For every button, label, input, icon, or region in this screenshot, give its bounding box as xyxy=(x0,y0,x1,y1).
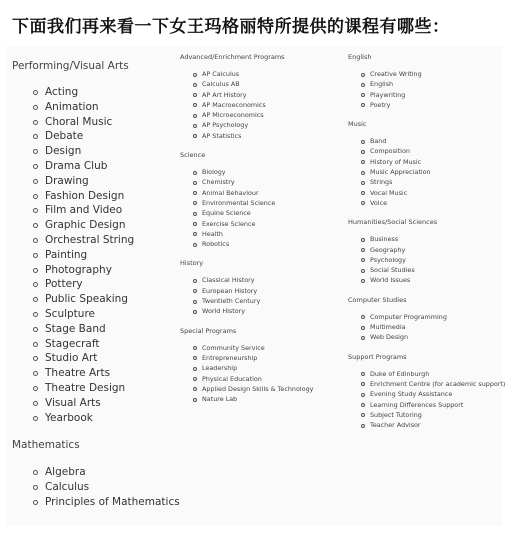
course-item: Web Design xyxy=(370,332,502,342)
course-item: Choral Music xyxy=(45,115,174,130)
course-item: Teacher Advisor xyxy=(370,420,502,430)
course-item: Geography xyxy=(370,245,502,255)
course-item: Photography xyxy=(45,263,174,278)
course-list xyxy=(174,343,342,405)
course-item: Painting xyxy=(45,248,174,263)
section-title: Science xyxy=(180,151,206,160)
course-item: Learning Differences Support xyxy=(370,400,502,410)
course-section xyxy=(342,352,506,431)
course-section xyxy=(174,53,342,141)
course-item: Nature Lab xyxy=(202,394,342,404)
course-item: Stage Band xyxy=(45,322,174,337)
course-section xyxy=(342,218,502,285)
course-item: Computer Programming xyxy=(370,312,502,322)
course-item: Stagecraft xyxy=(45,337,174,352)
course-item: Entrepreneurship xyxy=(202,353,342,363)
course-item: Yearbook xyxy=(45,411,174,426)
section-title: Special Programs xyxy=(180,326,237,335)
course-section xyxy=(174,151,342,249)
course-item: Health xyxy=(202,229,342,239)
course-item: Social Studies xyxy=(370,265,502,275)
course-list xyxy=(342,312,502,343)
course-list xyxy=(174,275,342,316)
course-list xyxy=(342,234,502,285)
course-list xyxy=(342,136,502,208)
course-list xyxy=(6,85,174,425)
course-item: Equine Science xyxy=(202,208,342,218)
course-item: Sculpture xyxy=(45,307,174,322)
course-item: History of Music xyxy=(370,157,502,167)
course-item: Evening Study Assistance xyxy=(370,389,502,399)
course-section xyxy=(174,327,342,405)
section-title: History xyxy=(180,259,204,268)
course-item: Duke of Edinburgh xyxy=(370,369,502,379)
course-item: Fashion Design xyxy=(45,189,174,204)
course-list xyxy=(342,69,502,110)
course-item: AP Art History xyxy=(202,90,342,100)
course-item: Environmental Science xyxy=(202,198,342,208)
course-item: Theatre Design xyxy=(45,381,174,396)
course-item: Community Service xyxy=(202,343,342,353)
course-item: Visual Arts xyxy=(45,396,174,411)
course-item: Theatre Arts xyxy=(45,366,174,381)
course-item: Classical History xyxy=(202,275,342,285)
course-item: Leadership xyxy=(202,363,342,373)
course-item: Twentieth Century xyxy=(202,296,342,306)
course-item: Animation xyxy=(45,100,174,115)
course-item: Composition xyxy=(370,146,502,156)
course-item: Poetry xyxy=(370,100,502,110)
course-item: World Issues xyxy=(370,275,502,285)
course-item: Calculus xyxy=(45,480,174,495)
section-title: Music xyxy=(348,120,367,129)
course-item: Playwriting xyxy=(370,90,502,100)
course-item: Vocal Music xyxy=(370,188,502,198)
section-title: Humanities/Social Sciences xyxy=(348,218,438,227)
section-title: Support Programs xyxy=(348,352,407,361)
course-item: Pottery xyxy=(45,277,174,292)
course-item: Calculus AB xyxy=(202,79,342,89)
course-item: Drawing xyxy=(45,174,174,189)
course-column-1 xyxy=(6,46,180,510)
course-item: Robotics xyxy=(202,239,342,249)
course-item: Principles of Mathematics xyxy=(45,495,180,508)
course-item: AP Psychology xyxy=(202,120,342,130)
course-item: Creative Writing xyxy=(370,69,502,79)
course-item: Drama Club xyxy=(45,159,174,174)
course-item: Band xyxy=(370,136,502,146)
course-column-2 xyxy=(174,46,342,414)
course-item: Enrichment Centre (for academic support) xyxy=(370,379,506,388)
course-item: Music Appreciation xyxy=(370,167,502,177)
course-item: Chemistry xyxy=(202,177,342,187)
course-list-image xyxy=(6,46,506,526)
course-item: Animal Behaviour xyxy=(202,188,342,198)
course-item: World History xyxy=(202,306,342,316)
course-item: AP Calculus xyxy=(202,69,342,79)
section-title: Mathematics xyxy=(12,439,80,452)
course-item: European History xyxy=(202,286,342,296)
course-list xyxy=(174,167,342,249)
course-item: English xyxy=(370,79,502,89)
section-title: Computer Studies xyxy=(348,295,407,304)
course-item: Design xyxy=(45,144,174,159)
course-item: Public Speaking xyxy=(45,292,174,307)
course-item: Algebra xyxy=(45,465,174,480)
course-item: Exercise Science xyxy=(202,219,342,229)
course-item: Biology xyxy=(202,167,342,177)
course-section xyxy=(342,296,502,343)
course-item: Voice xyxy=(370,198,502,208)
course-item: Multimedia xyxy=(370,322,502,332)
course-item: Business xyxy=(370,234,502,244)
course-item: Physical Education xyxy=(202,374,342,384)
section-title: English xyxy=(348,53,372,61)
course-item: Orchestral String xyxy=(45,233,174,248)
course-list xyxy=(342,369,506,431)
course-list xyxy=(6,465,180,509)
course-item: Psychology xyxy=(370,255,502,265)
course-list xyxy=(174,69,342,141)
course-item: Film and Video xyxy=(45,203,174,218)
course-item: AP Statistics xyxy=(202,131,342,141)
course-section xyxy=(342,120,502,208)
course-item: Debate xyxy=(45,129,174,144)
section-title: Performing/Visual Arts xyxy=(12,60,129,72)
course-item: Acting xyxy=(45,85,174,100)
course-item: Studio Art xyxy=(45,351,174,366)
course-column-3 xyxy=(342,46,506,439)
course-section xyxy=(342,53,502,110)
course-section xyxy=(6,439,180,509)
course-item: AP Macroeconomics xyxy=(202,100,342,110)
course-section xyxy=(6,60,174,425)
course-section xyxy=(174,259,342,316)
page-heading: 下面我们再来看一下女王玛格丽特所提供的课程有哪些： xyxy=(12,17,450,37)
course-item: AP Microeconomics xyxy=(202,110,342,120)
course-item: Applied Design Skills & Technology xyxy=(202,384,342,394)
section-title: Advanced/Enrichment Programs xyxy=(180,53,285,61)
course-item: Subject Tutoring xyxy=(370,410,502,420)
course-item: Graphic Design xyxy=(45,218,174,233)
course-item: Strings xyxy=(370,177,502,187)
